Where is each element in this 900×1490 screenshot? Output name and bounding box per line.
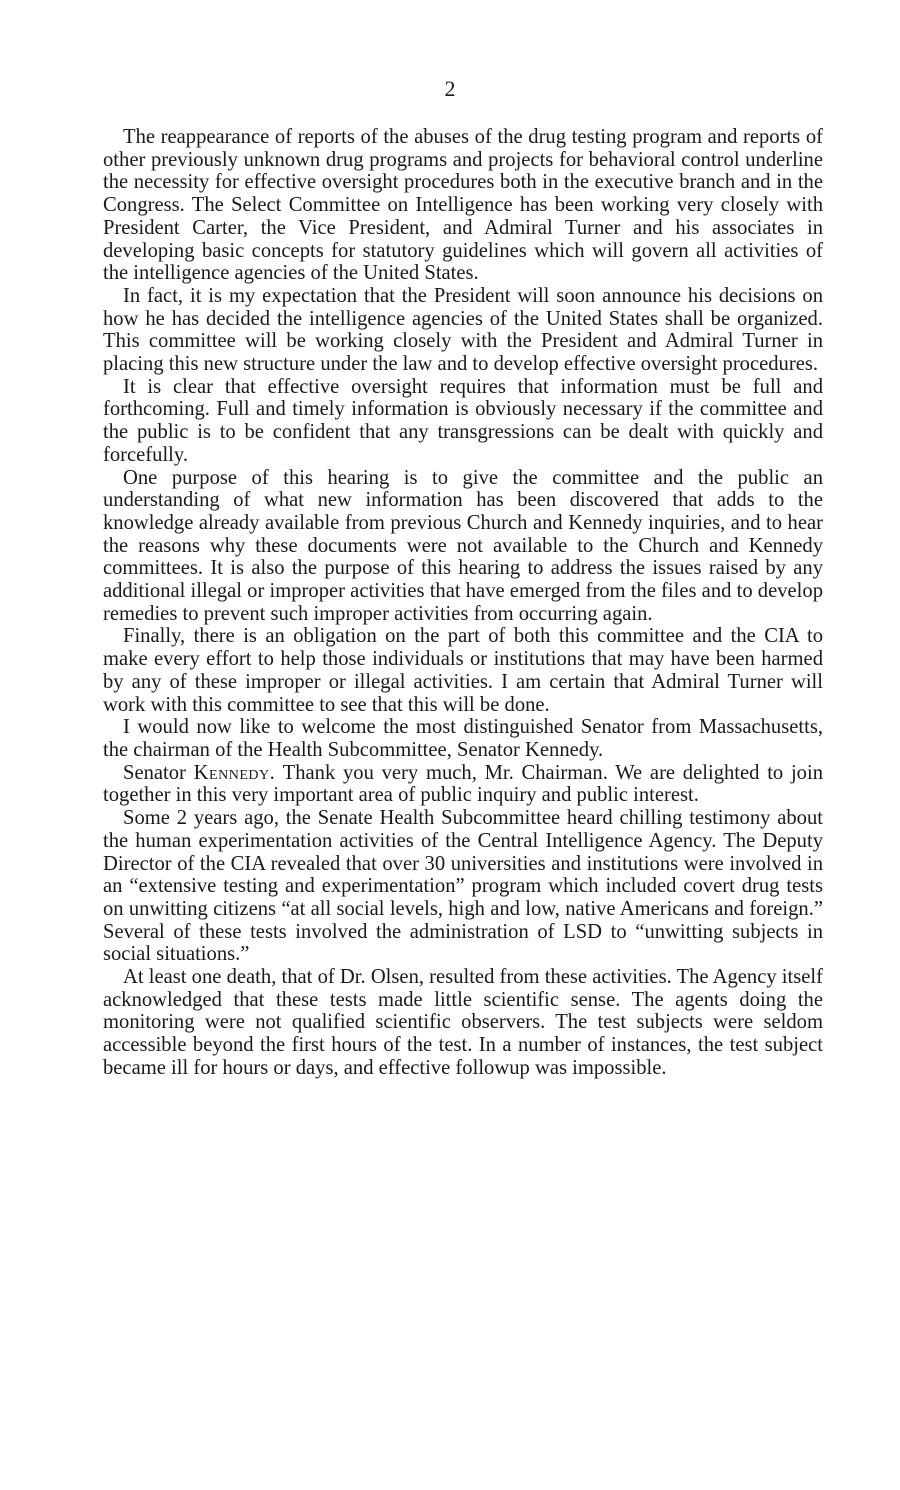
speaker-paragraph — [103, 762, 823, 807]
paragraph: Finally, there is an obligation on the part of both this committee and the CIA to make every effort to help those individuals or institutions that may have been harmed by any of these improper or illegal activities. I am certain that Admiral Turner will work with this committee to see that this will be done. — [103, 625, 823, 716]
speaker-name: Kennedy. — [193, 761, 276, 784]
paragraph: Some 2 years ago, the Senate Health Subcommittee heard chilling testimony about the human experimentation activities of the Central Intelligence Agency. The Deputy Director of the CIA revealed that over 30 universities and institutions were involved in an “extensive testing and experimentation” program which included covert drug tests on unwitting citizens “at all social levels, high and low, native Americans and foreign.” Several of these tests involved the administration of LSD to “unwitting subjects in social situations.” — [103, 807, 823, 966]
paragraph: I would now like to welcome the most distinguished Senator from Massachusetts, the chairman of the Health Subcommittee, Senator Kennedy. — [103, 716, 823, 761]
page-number: 2 — [444, 76, 456, 101]
paragraph: One purpose of this hearing is to give the committee and the public an understanding of what new information has been discovered that adds to the knowledge already available from previous Church and Kennedy inquiries, and to hear the reasons why these documents were not available to the Church and Kennedy committees. It is also the purpose of this hearing to address the issues raised by any additional illegal or improper activities that have emerged from the files and to develop remedies to prevent such improper activities from occurring again. — [103, 466, 823, 625]
speaker-title: Senator — [123, 761, 186, 784]
paragraph: It is clear that effective oversight requires that information must be full and forthcoming. Full and timely information is obviously necessary if the committee and the public is to be confident that any transgressions can be dealt with quickly and forcefully. — [103, 375, 823, 466]
speaker-statement: Thank you very much, Mr. Chairman. We are delighted to join together in this very important area of public inquiry and public interest. — [103, 761, 823, 807]
paragraph: The reappearance of reports of the abuses of the drug testing program and reports of other previously unknown drug programs and projects for behavioral control underline the necessity for effective oversight procedures both in the executive branch and in the Congress. The Select Committee on Intelligence has been working very closely with President Carter, the Vice President, and Admiral Turner and his associates in developing basic concepts for statutory guidelines which will govern all activities of the intelligence agencies of the United States. — [103, 126, 823, 285]
body-text — [103, 126, 823, 1080]
paragraph: In fact, it is my expectation that the President will soon announce his decisions on how he has decided the intelligence agencies of the United States shall be organized. This committee will be working closely with the President and Admiral Turner in placing this new structure under the law and to develop effective oversight procedures. — [103, 284, 823, 376]
paragraph: At least one death, that of Dr. Olsen, resulted from these activities. The Agency itself acknowledged that these tests made little scientific sense. The agents doing the monitoring were not qualified scientific observers. The test subjects were seldom accessible beyond the first hours of the test. In a number of instances, the test subject became ill for hours or days, and effective followup was impossible. — [103, 966, 823, 1079]
